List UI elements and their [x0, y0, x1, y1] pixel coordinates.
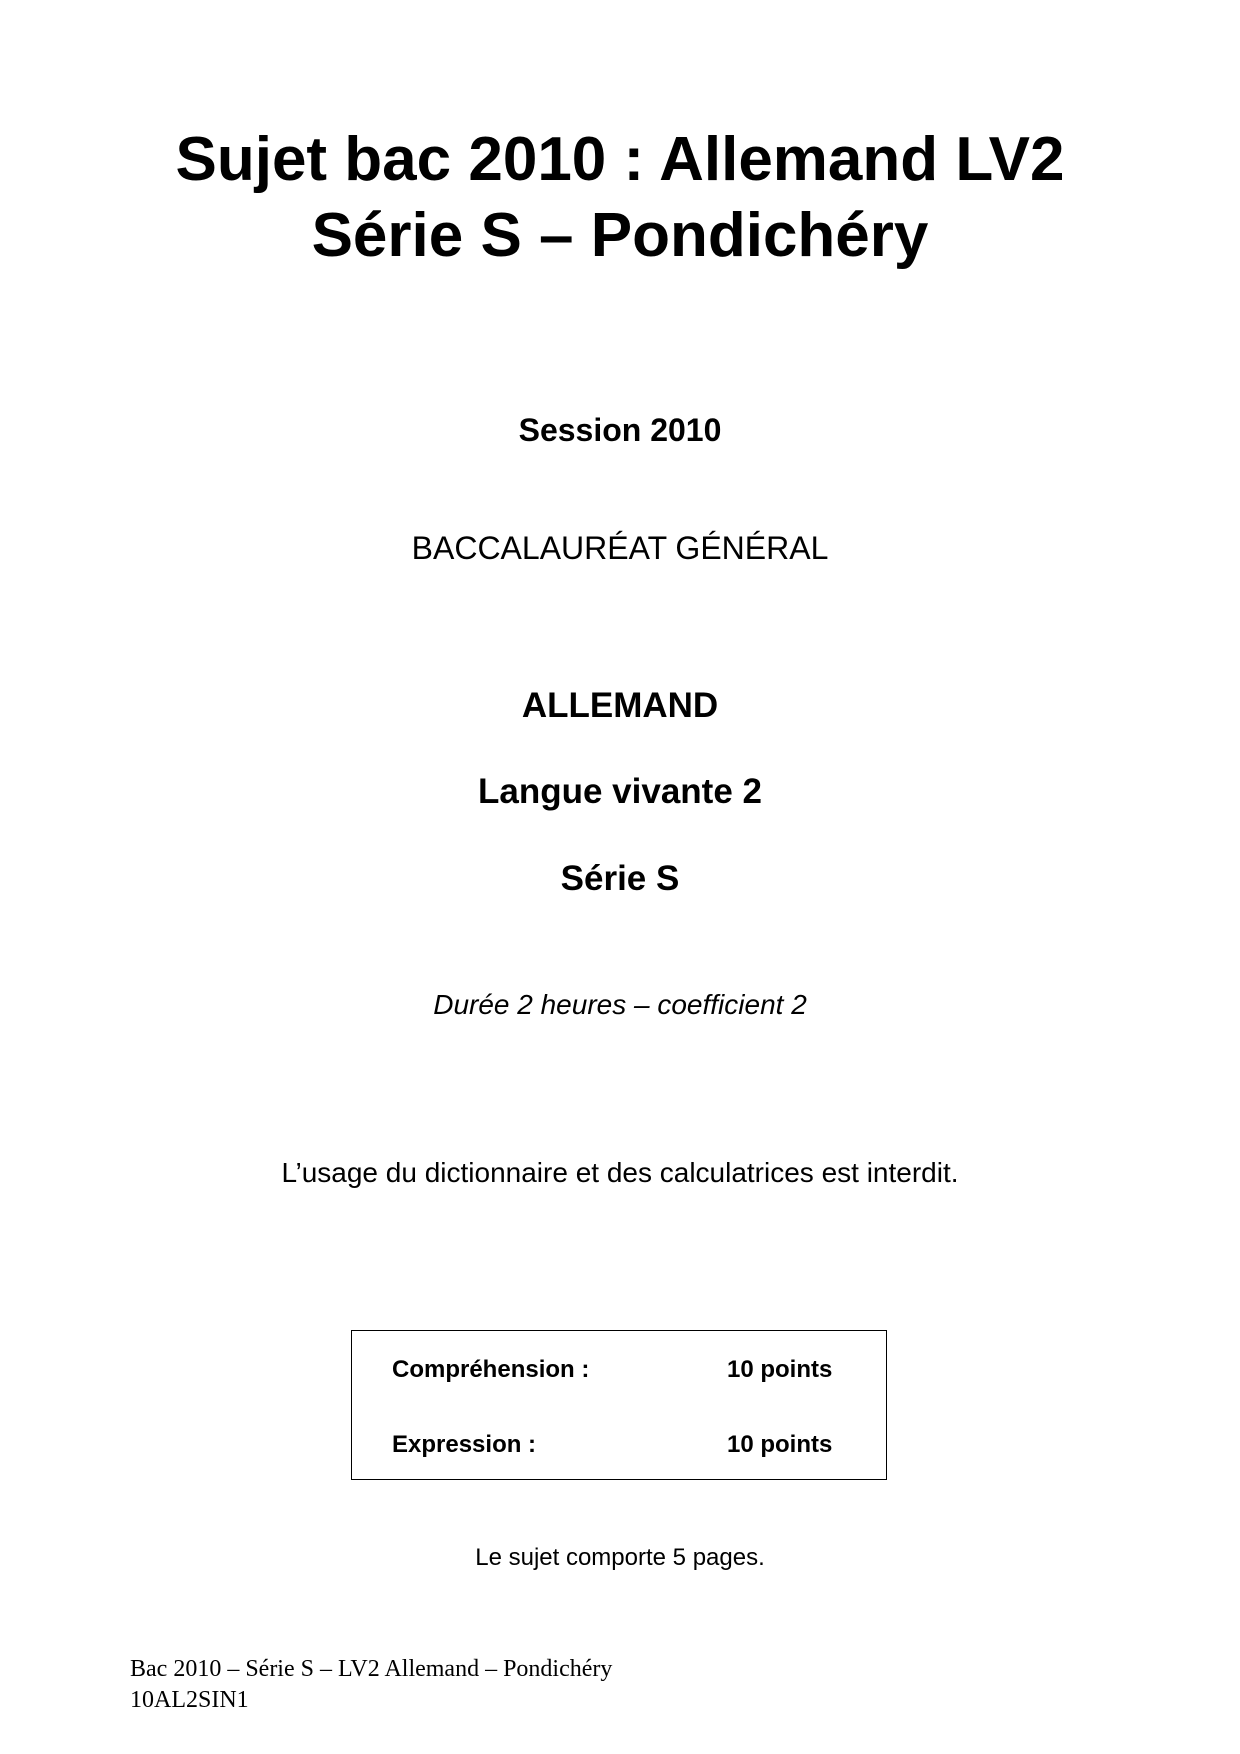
- title-line-2: Série S – Pondichéry: [311, 201, 929, 270]
- title-line-1: Sujet bac 2010 : Allemand LV2: [175, 125, 1065, 194]
- footer-code: 10AL2SIN1: [130, 1687, 249, 1713]
- series-label: Série S: [560, 859, 680, 898]
- duration-note: Durée 2 heures – coefficient 2: [433, 989, 807, 1020]
- scoring-box: [351, 1330, 887, 1480]
- pages-note: Le sujet comporte 5 pages.: [475, 1544, 765, 1571]
- scoring-label: Compréhension :: [392, 1356, 590, 1383]
- page-footer: [130, 1654, 612, 1716]
- page-title: [0, 122, 1240, 274]
- subject-name: ALLEMAND: [521, 686, 719, 725]
- scoring-value: 10 points: [727, 1356, 833, 1383]
- session-label: Session 2010: [518, 412, 722, 448]
- usage-note: L’usage du dictionnaire et des calculatrices est interdit.: [281, 1157, 959, 1188]
- scoring-value: 10 points: [727, 1431, 833, 1458]
- language-level: Langue vivante 2: [478, 772, 762, 811]
- scoring-label: Expression :: [392, 1431, 537, 1458]
- footer-line-1: Bac 2010 – Série S – LV2 Allemand – Pondichéry: [130, 1656, 613, 1682]
- exam-name: BACCALAURÉAT GÉNÉRAL: [411, 530, 829, 566]
